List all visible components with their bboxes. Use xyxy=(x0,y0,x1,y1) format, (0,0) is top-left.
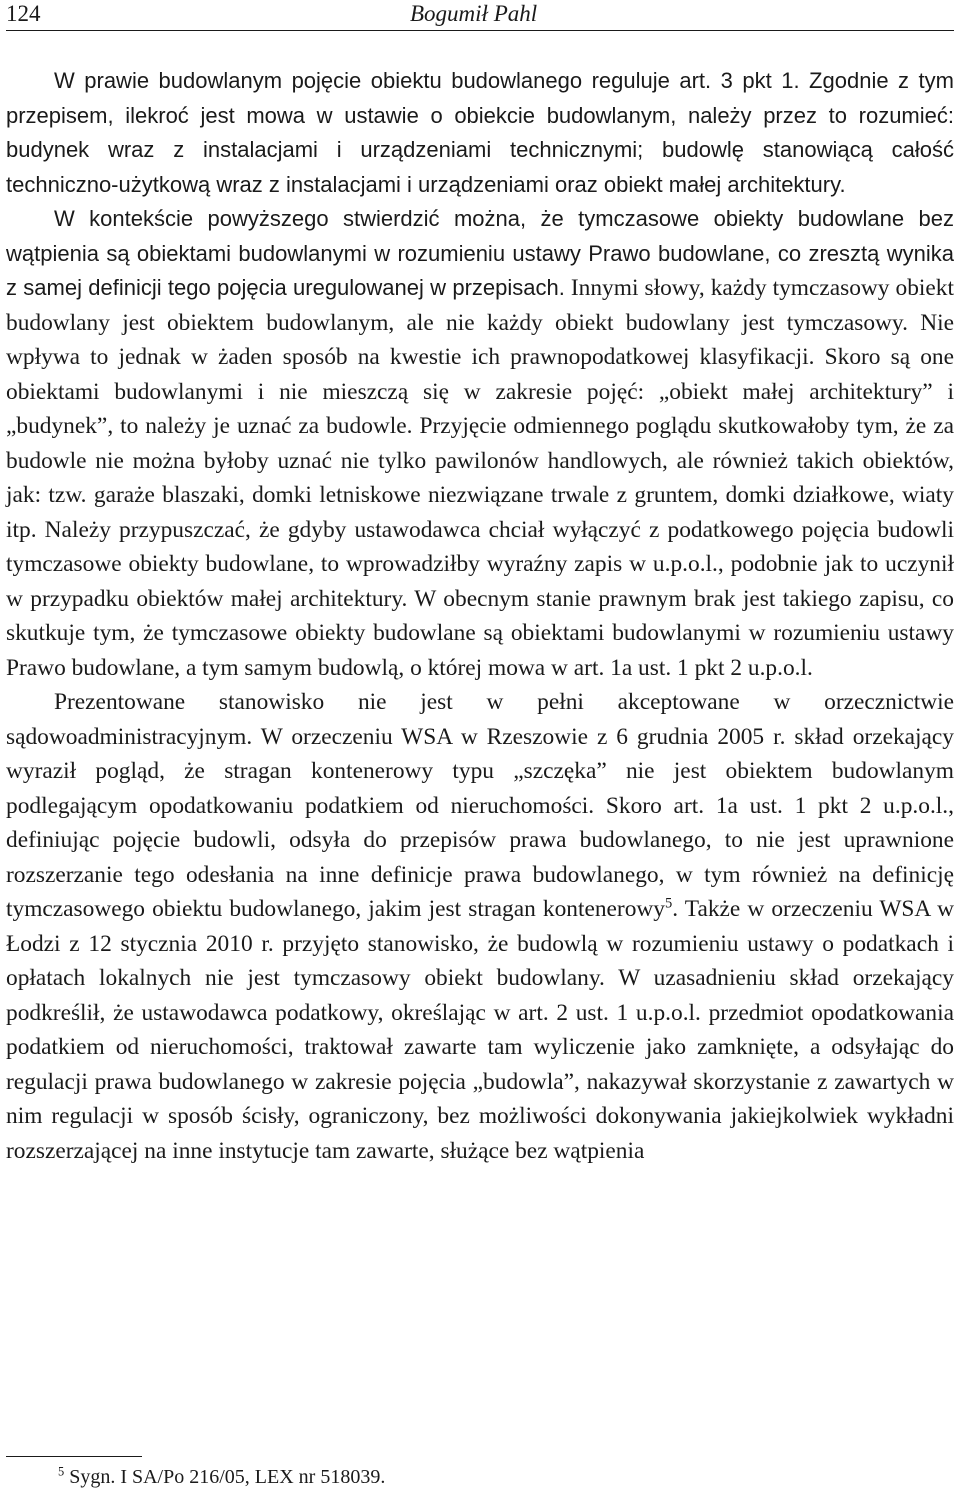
paragraph-1: W prawie budowlanym pojęcie obiektu budowlanego reguluje art. 3 pkt 1. Zgodnie z tym przepisem, ilekroć jest mowa w ustawie o obiekcie budowlanym, należy przez to rozumieć: budynek wraz z instalacjami i urządzeniami technicznymi; budowlę stanowiącą całość techniczno-użytkową wraz z instalacjami i urządzeniami oraz obiekt małej architektury. xyxy=(6,68,954,197)
paragraph-2 xyxy=(6,202,954,685)
body-text xyxy=(6,64,954,1168)
footnote-text: Sygn. I SA/Po 216/05, LEX nr 518039. xyxy=(69,1466,386,1488)
running-head-author: Bogumił Pahl xyxy=(410,1,538,26)
running-head xyxy=(6,0,954,31)
footnote-number: 5 xyxy=(58,1464,65,1479)
paragraph-3-before-ref: Prezentowane stanowisko nie jest w pełni akceptowane w orzecznictwie sądowoadministracyjnym. W orzeczeniu WSA w Rzeszowie z 6 grudnia 2005 r. skład orzekający wyraził pogląd, że stragan kontenerowy typu „szczęka” nie jest obiektem budowlanym podlegającym opodatkowaniu podatkiem od nieruchomości. Skoro art. 1a ust. 1 pkt 2 u.p.o.l., definiując pojęcie budowli, odsyła do przepisów prawa budowlanego, to nie jest uprawnione rozszerzanie tego odesłania na inne definicje prawa budowlanego, w tym również na definicję tymczasowego obiektu budowlanego, jakim jest stragan kontenerowy xyxy=(6,689,954,922)
page-number: 124 xyxy=(6,1,41,26)
page xyxy=(6,0,954,1500)
footnote-reference[interactable]: 5 xyxy=(665,895,673,912)
paragraph-2-sans-part: W kontekście powyższego stwierdzić można, że tymczasowe obiekty budowlane bez wątpienia są obiektami budowlanymi w rozumieniu ustawy Prawo budowlane, co zresztą wynika z samej definicji tego pojęcia uregulowanej w przepisach. xyxy=(6,206,954,300)
paragraph-3 xyxy=(6,685,954,1168)
footnote xyxy=(58,1464,385,1490)
paragraph-3-after-ref: . Także w orzeczeniu WSA w Łodzi z 12 stycznia 2010 r. przyjęto stanowisko, że budowlą w rozumieniu ustawy o podatkach i opłatach lokalnych nie jest tymczasowy obiekt budowlany. W uzasadnieniu skład orzekający podkreślił, że ustawodawca podatkowy, określając w art. 2 ust. 1 u.p.o.l. przedmiot opodatkowania podatkiem od nieruchomości, traktował zawarte tam wyliczenie jako zamknięte, a odsyłając do regulacji prawa budowlanego w zakresie pojęcia „budowla”, nakazywał skorzystanie z zawartych w nim regulacji w sposób ścisły, ograniczony, bez możliwości dokonywania jakiejkolwiek wykładni rozszerzającej na inne instytucje tam zawarte, służące bez wątpienia xyxy=(6,896,954,1164)
footnote-rule xyxy=(6,1456,142,1457)
paragraph-2-rest: Innymi słowy, każdy tymczasowy obiekt budowlany jest obiektem budowlanym, ale nie każdy obiekt budowlany jest tymczasowy. Nie wpływa to jednak w żaden sposób na kwestie ich prawnopodatkowej klasyfikacji. Skoro są one obiektami budowlanymi i nie mieszczą się w zakresie pojęć: „obiekt małej architektury” i „budynek”, to należy je uznać za budowle. Przyjęcie odmiennego poglądu skutkowałoby tym, że za budowle nie można byłoby uznać nie tylko pawilonów handlowych, ale również takich obiektów, jak: tzw. garaże blaszaki, domki letniskowe niezwiązane trwale z gruntem, domki działkowe, wiaty itp. Należy przypuszczać, że gdyby ustawodawca chciał wyłączyć z podatkowego pojęcia budowli tymczasowe obiekty budowlane, to wprowadziłby wyraźny zapis w u.p.o.l., podobnie jak to uczynił w przypadku obiektów małej architektury. W obecnym stanie prawnym brak jest takiego zapisu, co skutkuje tym, że tymczasowe obiekty budowlane są obiektami budowlanymi w rozumieniu ustawy Prawo budowlane, a tym samym budowlą, o której mowa w art. 1a ust. 1 pkt 2 u.p.o.l. xyxy=(6,275,954,681)
